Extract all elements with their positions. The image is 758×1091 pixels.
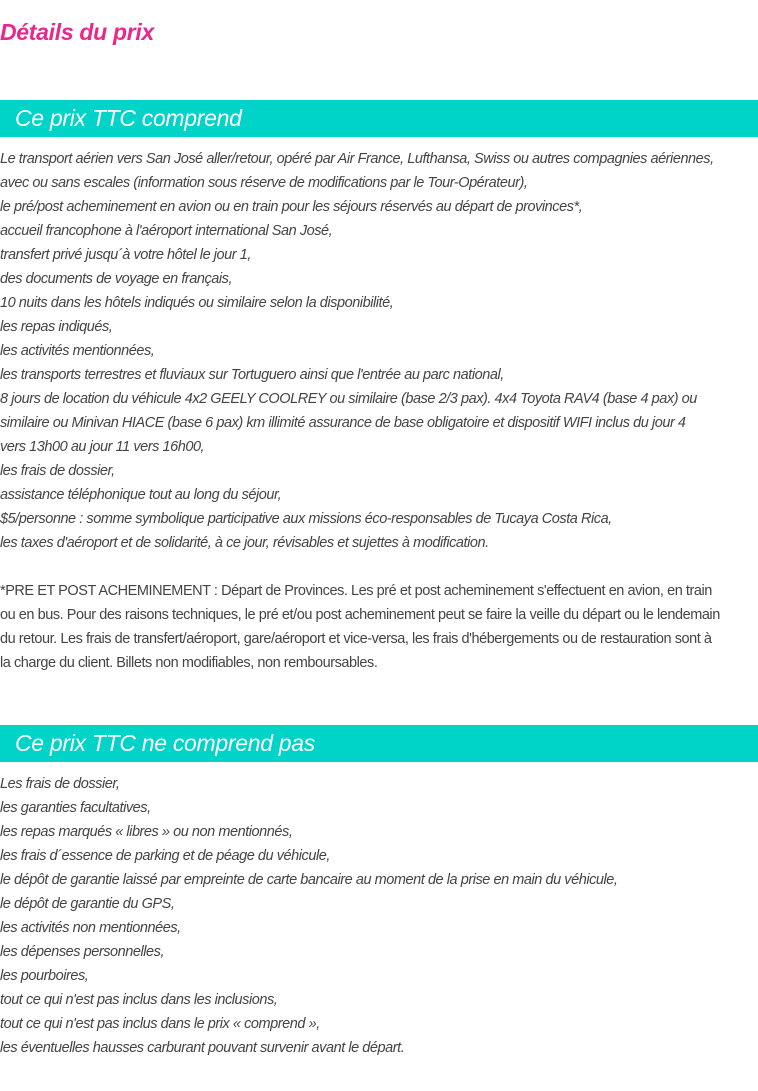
included-item: 10 nuits dans les hôtels indiqués ou similaire selon la disponibilité, — [0, 295, 394, 311]
excluded-item: les pourboires, — [0, 968, 89, 984]
included-item: accueil francophone à l'aéroport international San José, — [0, 223, 333, 239]
included-item: transfert privé jusqu´à votre hôtel le jour 1, — [0, 247, 251, 263]
excluded-item: les frais d´essence de parking et de péage du véhicule, — [0, 848, 330, 864]
excluded-item: les activités non mentionnées, — [0, 920, 181, 936]
note-line: la charge du client. Billets non modifiables, non remboursables. — [0, 655, 378, 671]
page-title: Détails du prix — [0, 19, 154, 45]
excluded-item: le dépôt de garantie laissé par empreinte de carte bancaire au moment de la prise en main du véhicule, — [0, 872, 618, 888]
included-item: similaire ou Minivan HIACE (base 6 pax) km illimité assurance de base obligatoire et dispositif WIFI inclus du jour 4 — [0, 415, 686, 431]
included-section-heading: Ce prix TTC comprend — [0, 100, 758, 137]
excluded-item: les éventuelles hausses carburant pouvant survenir avant le départ. — [0, 1040, 405, 1056]
included-item: les repas indiqués, — [0, 319, 113, 335]
excluded-item: tout ce qui n'est pas inclus dans les inclusions, — [0, 992, 278, 1008]
note-line: ou en bus. Pour des raisons techniques, le pré et/ou post acheminement peut se faire la veille du départ ou le lendemain — [0, 607, 720, 623]
excluded-list — [0, 772, 758, 1060]
excluded-item: Les frais de dossier, — [0, 776, 120, 792]
included-item: les frais de dossier, — [0, 463, 115, 479]
included-item: les taxes d'aéroport et de solidarité, à ce jour, révisables et sujettes à modification. — [0, 535, 489, 551]
pre-post-routing-note — [0, 579, 758, 675]
excluded-item: les dépenses personnelles, — [0, 944, 165, 960]
included-item: vers 13h00 au jour 11 vers 16h00, — [0, 439, 205, 455]
excluded-item: les repas marqués « libres » ou non mentionnés, — [0, 824, 293, 840]
excluded-section-heading: Ce prix TTC ne comprend pas — [0, 725, 758, 762]
included-item: avec ou sans escales (information sous réserve de modifications par le Tour-Opérateur), — [0, 175, 528, 191]
included-item: 8 jours de location du véhicule 4x2 GEELY COOLREY ou similaire (base 2/3 pax). 4x4 Toyota RAV4 (base 4 pax) ou — [0, 391, 697, 407]
included-item: $5/personne : somme symbolique participative aux missions éco-responsables de Tucaya Costa Rica, — [0, 511, 612, 527]
included-item: les transports terrestres et fluviaux sur Tortuguero ainsi que l'entrée au parc national, — [0, 367, 504, 383]
excluded-item: les garanties facultatives, — [0, 800, 151, 816]
included-item: le pré/post acheminement en avion ou en train pour les séjours réservés au départ de provinces*, — [0, 199, 583, 215]
note-line: *PRE ET POST ACHEMINEMENT : Départ de Provinces. Les pré et post acheminement s'effectuent en avion, en train — [0, 583, 712, 599]
included-item: Le transport aérien vers San José aller/retour, opéré par Air France, Lufthansa, Swiss ou autres compagnies aériennes, — [0, 151, 714, 167]
excluded-item: tout ce qui n'est pas inclus dans le prix « comprend », — [0, 1016, 320, 1032]
included-item: les activités mentionnées, — [0, 343, 155, 359]
included-item: assistance téléphonique tout au long du séjour, — [0, 487, 282, 503]
note-line: du retour. Les frais de transfert/aéroport, gare/aéroport et vice-versa, les frais d'hébergements ou de restauration sont à — [0, 631, 712, 647]
included-list — [0, 147, 758, 555]
excluded-item: le dépôt de garantie du GPS, — [0, 896, 175, 912]
included-item: des documents de voyage en français, — [0, 271, 233, 287]
